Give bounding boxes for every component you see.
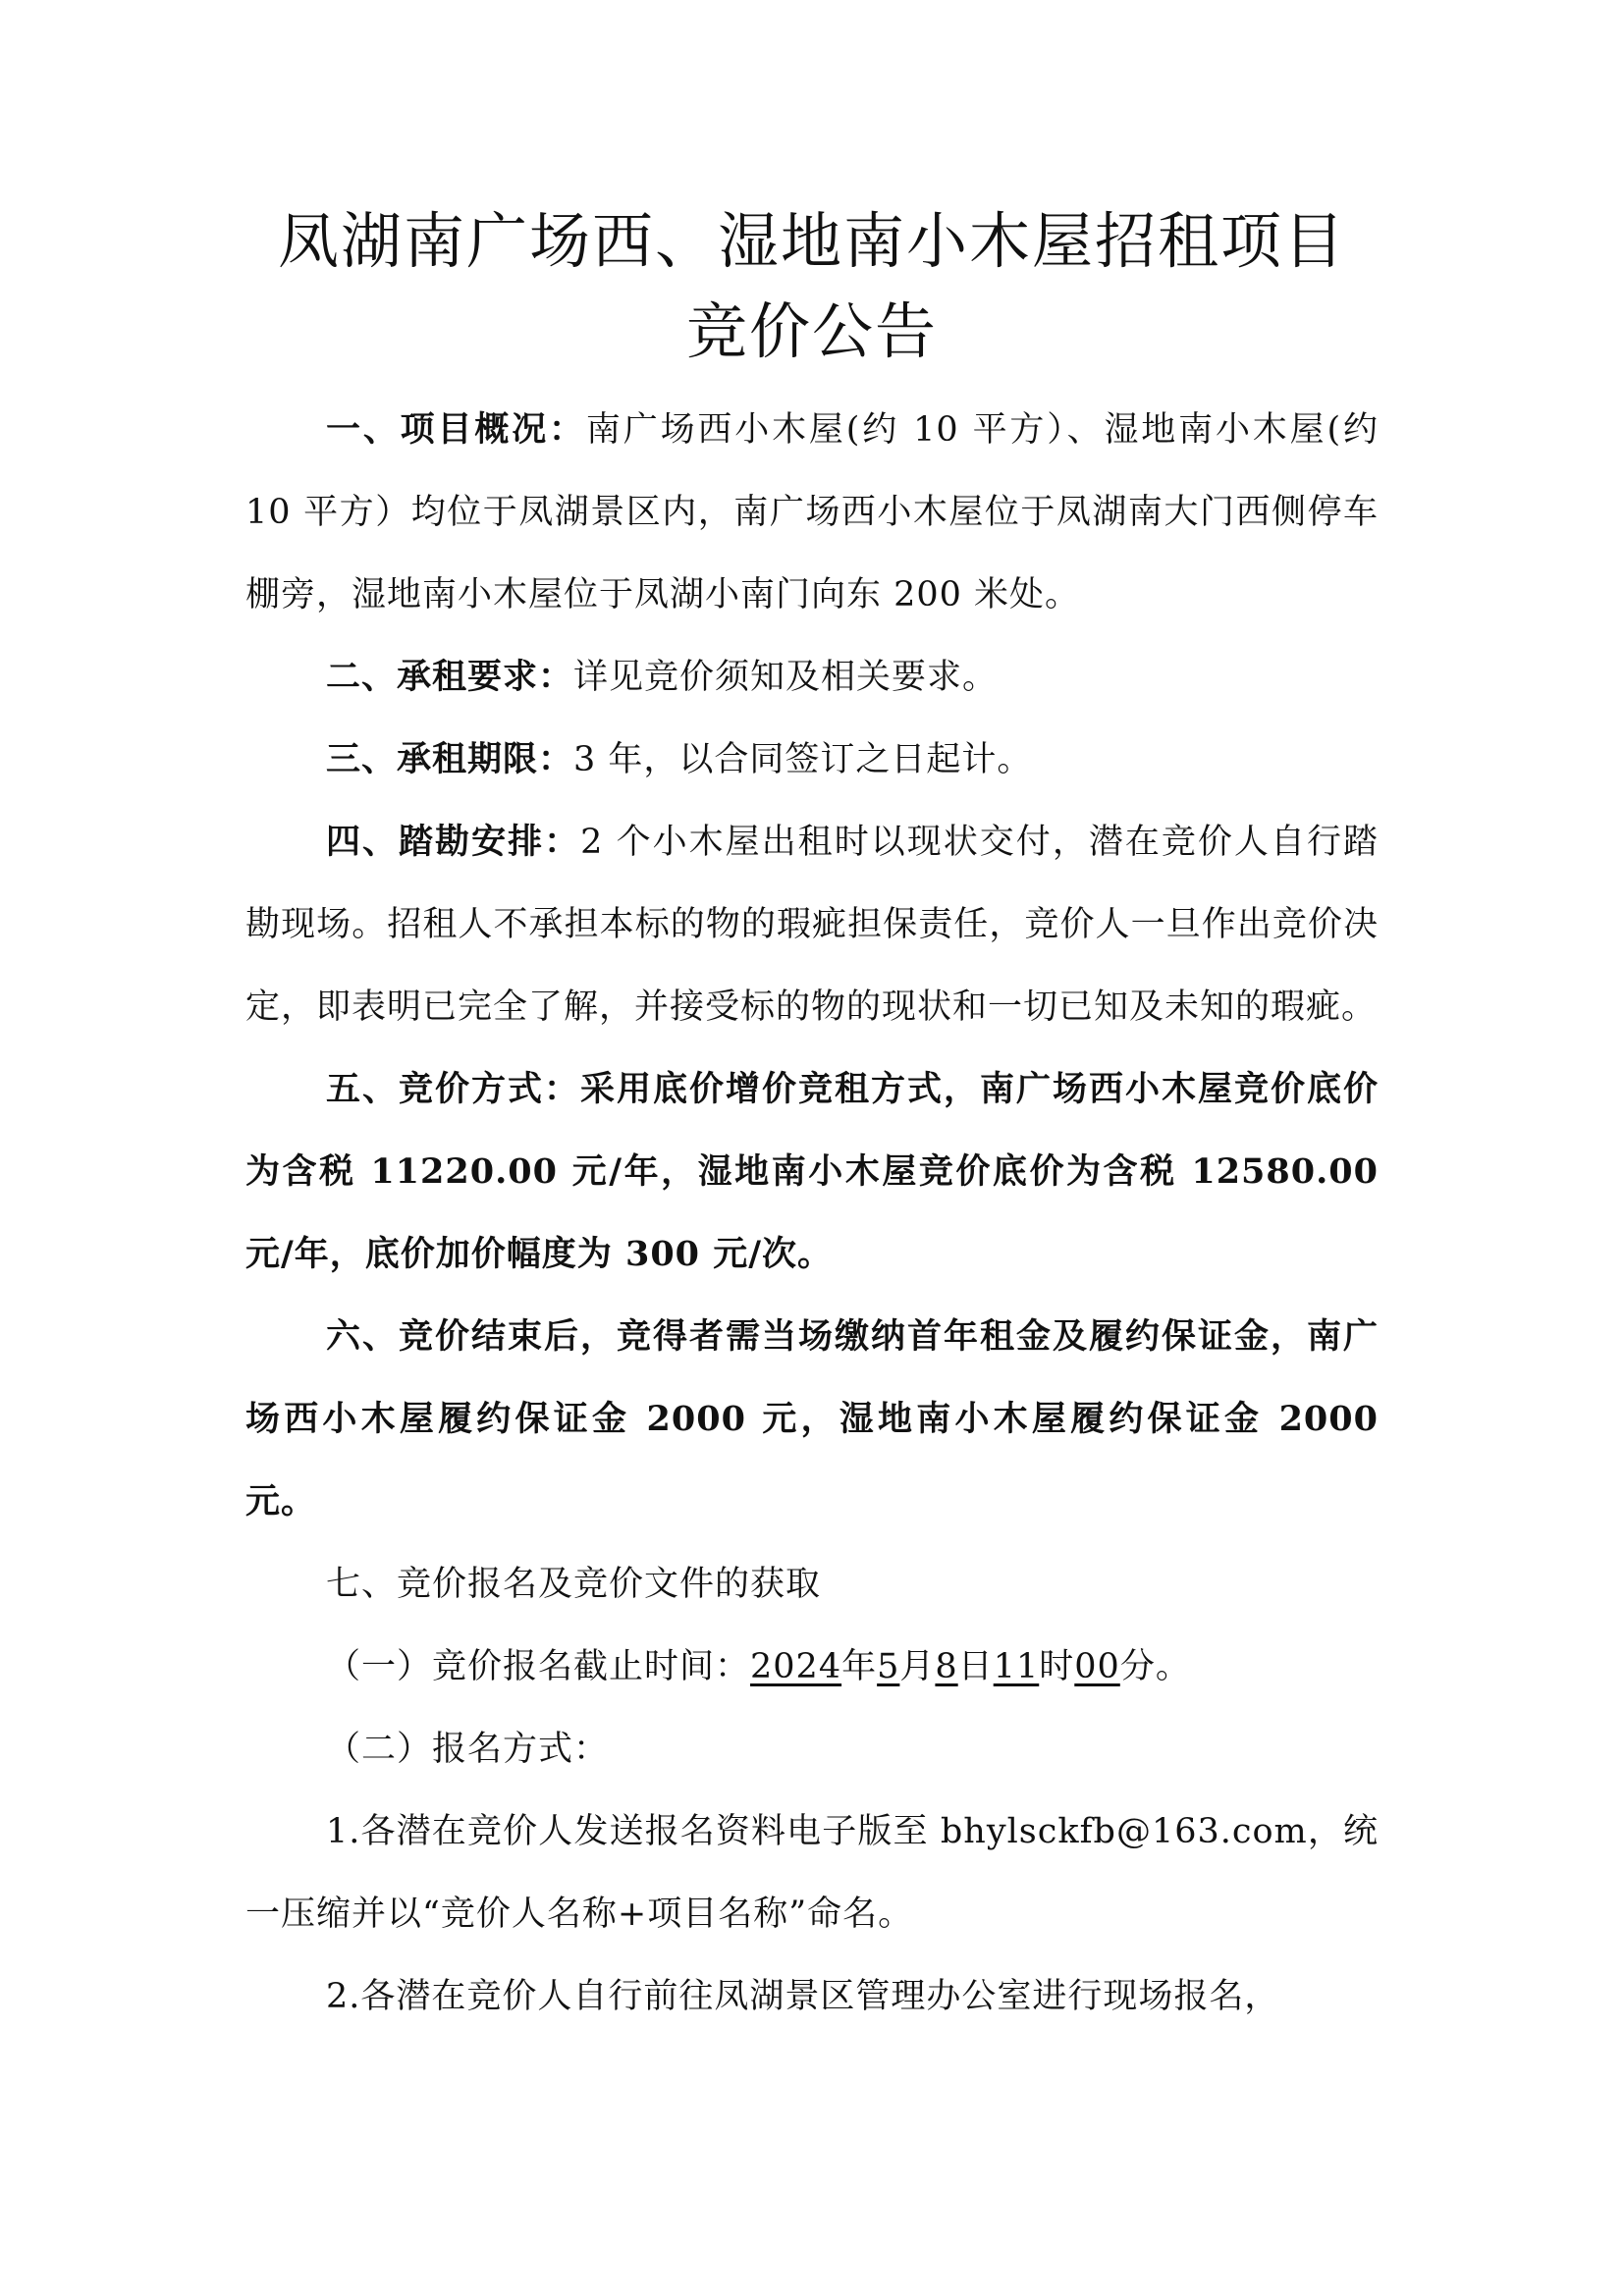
section-label: 二、承租要求： (326, 657, 574, 697)
section-bidding-method: 五、竞价方式：采用底价增价竞租方式，南广场西小木屋竞价底价为含税 11220.00 元/年，湿地南小木屋竞价底价为含税 12580.00 元/年，底价加价幅度为 300 元/次。 (245, 1069, 1379, 1274)
deadline-minute: 00 (1074, 1647, 1120, 1686)
section-after-bidding: 六、竞价结束后，竞得者需当场缴纳首年租金及履约保证金，南广场西小木屋履约保证金 2000 元，湿地南小木屋履约保证金 2000 元。 (245, 1316, 1379, 1522)
section-label: 一、项目概况： (326, 409, 586, 450)
deadline-hour: 11 (993, 1647, 1040, 1686)
deadline-hour-unit: 时 (1039, 1647, 1075, 1686)
deadline-minute-unit: 分。 (1119, 1647, 1191, 1686)
deadline-year-unit: 年 (841, 1647, 878, 1686)
registration-deadline (245, 1626, 1379, 1708)
section-text: 3 年，以合同签订之日起计。 (573, 740, 1033, 779)
section-project-overview (245, 389, 1379, 636)
deadline-label: （一）竞价报名截止时间： (326, 1647, 751, 1686)
section-registration-heading: 七、竞价报名及竞价文件的获取 (326, 1565, 822, 1604)
deadline-month-unit: 月 (899, 1647, 936, 1686)
deadline-year: 2024 (750, 1647, 842, 1686)
body-block (245, 389, 1379, 2038)
title-line-1: 凤湖南广场西、湿地南小木屋招租项目 (277, 205, 1346, 277)
title-line-2: 竞价公告 (685, 295, 938, 367)
deadline-day-unit: 日 (957, 1647, 994, 1686)
section-lease-requirements (245, 636, 1379, 719)
section-text: 详见竞价须知及相关要求。 (573, 658, 999, 697)
section-text: 2 个小木屋出租时以现状交付，潜在竞价人自行踏勘现场。招租人不承担本标的物的瑕疵担保责任，竞价人一旦作出竞价决定，即表明已完全了解，并接受标的物的现状和一切已知及未知的瑕疵。 (245, 823, 1379, 1027)
section-label: 三、承租期限： (326, 739, 574, 779)
deadline-day: 8 (935, 1647, 958, 1686)
section-lease-term (245, 719, 1379, 801)
deadline-month: 5 (877, 1647, 900, 1686)
registration-item-2: 2.各潜在竞价人自行前往凤湖景区管理办公室进行现场报名， (326, 1977, 1280, 2016)
title-block (245, 196, 1379, 377)
section-label: 四、踏勘安排： (326, 822, 581, 862)
section-site-survey (245, 801, 1379, 1048)
section-text: 南广场西小木屋(约 10 平方）、湿地南小木屋(约 10 平方）均位于凤湖景区内，南广场西小木屋位于凤湖南大门西侧停车棚旁，湿地南小木屋位于凤湖小南门向东 200 米处。 (245, 410, 1379, 614)
registration-method-label: （二）报名方式： (326, 1730, 610, 1769)
registration-item-1: 1.各潜在竞价人发送报名资料电子版至 bhylsckfb@163.com，统一压缩并以“竞价人名称+项目名称”命名。 (245, 1812, 1379, 1934)
